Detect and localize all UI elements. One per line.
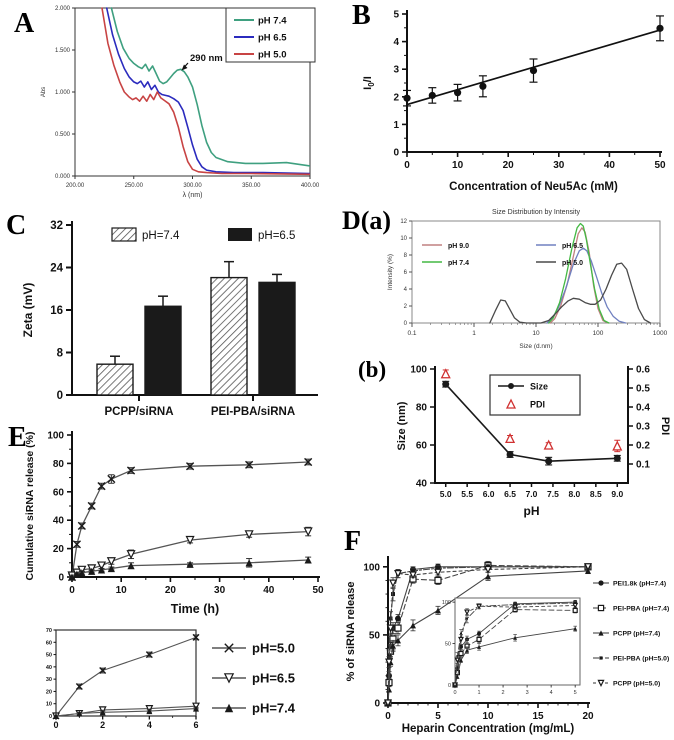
svg-text:Size (d.nm): Size (d.nm) — [519, 343, 553, 350]
svg-text:Heparin Concentration (mg/mL): Heparin Concentration (mg/mL) — [401, 723, 575, 735]
data-points — [403, 16, 664, 106]
svg-text:200.00: 200.00 — [65, 183, 85, 189]
svg-text:30: 30 — [553, 160, 565, 171]
svg-text:40: 40 — [52, 515, 64, 527]
svg-text:0: 0 — [53, 720, 59, 730]
svg-text:20: 20 — [45, 689, 52, 696]
svg-text:4: 4 — [549, 690, 553, 696]
svg-text:pH=6.5: pH=6.5 — [258, 230, 296, 242]
svg-text:pH=6.5: pH=6.5 — [252, 670, 295, 686]
neu5ac-calibration-chart — [340, 0, 674, 205]
svg-text:9.0: 9.0 — [611, 489, 624, 499]
svg-text:2.000: 2.000 — [54, 6, 70, 12]
panel-d-b-label: (b) — [358, 357, 387, 382]
svg-text:5: 5 — [393, 9, 399, 21]
uv-vis-spectra-chart — [0, 0, 340, 205]
svg-text:80: 80 — [415, 402, 427, 414]
svg-text:30: 30 — [214, 585, 226, 596]
size-pdi-vs-ph-chart — [340, 355, 674, 520]
panel-f-label: F — [344, 526, 362, 557]
svg-text:20: 20 — [502, 160, 514, 171]
svg-text:0.5: 0.5 — [636, 383, 650, 395]
svg-text:1.000: 1.000 — [54, 90, 70, 96]
svg-text:pH: pH — [523, 504, 540, 518]
svg-text:1: 1 — [472, 330, 476, 337]
svg-text:80: 80 — [52, 458, 64, 470]
bar-group-1 — [97, 296, 181, 395]
svg-text:20: 20 — [164, 585, 176, 596]
svg-text:24: 24 — [50, 262, 63, 275]
svg-text:0.6: 0.6 — [636, 364, 650, 376]
panel-d-label: D(a) — [342, 206, 392, 235]
svg-text:0: 0 — [453, 690, 457, 696]
svg-text:PEI-PBA (pH=7.4): PEI-PBA (pH=7.4) — [613, 605, 670, 613]
svg-text:Concentration of Neu5Ac (mM): Concentration of Neu5Ac (mM) — [449, 181, 618, 193]
svg-text:100: 100 — [441, 600, 451, 607]
svg-text:0.3: 0.3 — [636, 421, 650, 433]
svg-text:2: 2 — [100, 720, 106, 730]
svg-text:4: 4 — [393, 37, 399, 49]
svg-text:Time (h): Time (h) — [170, 602, 220, 616]
svg-text:12: 12 — [400, 219, 407, 225]
svg-text:0.4: 0.4 — [636, 402, 650, 414]
svg-text:70: 70 — [45, 628, 52, 634]
svg-text:10: 10 — [400, 236, 407, 242]
svg-text:8: 8 — [56, 347, 63, 360]
svg-text:100: 100 — [47, 430, 64, 442]
sirna-release-inset-legend — [0, 620, 340, 740]
svg-text:400.00: 400.00 — [300, 183, 320, 189]
svg-text:10: 10 — [45, 701, 52, 708]
panel-b-label: B — [352, 0, 371, 31]
zeta-potential-bar-chart — [0, 205, 340, 418]
svg-text:350.00: 350.00 — [242, 183, 261, 189]
svg-text:4: 4 — [403, 287, 407, 293]
svg-text:0.000: 0.000 — [54, 174, 70, 180]
svg-text:20: 20 — [582, 711, 594, 722]
panel-e-label: E — [8, 422, 27, 453]
svg-text:PCPP (pH=7.4): PCPP (pH=7.4) — [613, 630, 661, 638]
svg-text:6.0: 6.0 — [482, 489, 495, 499]
svg-text:250.00: 250.00 — [124, 183, 143, 189]
svg-text:0: 0 — [56, 390, 63, 402]
svg-text:50: 50 — [368, 630, 380, 642]
svg-text:8.5: 8.5 — [589, 489, 602, 499]
svg-text:1: 1 — [393, 119, 399, 131]
svg-text:PEI-PBA (pH=5.0): PEI-PBA (pH=5.0) — [613, 655, 670, 663]
svg-text:Intensity (%): Intensity (%) — [387, 253, 394, 291]
svg-text:2: 2 — [501, 690, 505, 696]
panel-a-label: A — [14, 8, 35, 39]
svg-text:pH 7.4: pH 7.4 — [448, 259, 470, 267]
svg-text:0: 0 — [58, 572, 64, 584]
svg-text:pH 6.5: pH 6.5 — [258, 32, 287, 44]
svg-text:10: 10 — [532, 330, 540, 337]
svg-text:6.5: 6.5 — [504, 489, 516, 499]
svg-text:8.0: 8.0 — [568, 489, 581, 499]
sirna-release-time-chart — [0, 415, 340, 620]
svg-text:pH 5.0: pH 5.0 — [562, 259, 584, 267]
svg-text:20: 20 — [52, 544, 64, 556]
svg-text:3: 3 — [393, 64, 399, 76]
svg-text:7.0: 7.0 — [525, 489, 538, 499]
svg-text:Size: Size — [530, 381, 549, 392]
svg-text:Size (nm): Size (nm) — [396, 401, 408, 451]
svg-text:0.1: 0.1 — [636, 459, 650, 471]
svg-text:100: 100 — [410, 364, 427, 376]
svg-text:8: 8 — [403, 253, 407, 259]
svg-text:7.5: 7.5 — [547, 489, 559, 499]
release-legend — [212, 641, 296, 716]
svg-text:pH 9.0: pH 9.0 — [448, 242, 470, 250]
svg-text:1.500: 1.500 — [54, 48, 70, 54]
svg-text:PEI-PBA/siRNA: PEI-PBA/siRNA — [210, 406, 296, 418]
svg-text:100: 100 — [592, 330, 604, 337]
svg-text:6: 6 — [193, 720, 199, 730]
svg-text:pH 6.5: pH 6.5 — [562, 242, 584, 250]
legend — [112, 228, 295, 242]
svg-text:6: 6 — [403, 270, 407, 276]
svg-text:0: 0 — [403, 321, 407, 327]
svg-text:0: 0 — [393, 147, 399, 159]
svg-text:5.0: 5.0 — [439, 489, 452, 499]
svg-text:PDI: PDI — [659, 416, 671, 436]
svg-text:290 nm: 290 nm — [190, 53, 223, 64]
svg-text:30: 30 — [45, 677, 52, 684]
svg-text:Zeta (mV): Zeta (mV) — [21, 282, 35, 338]
svg-text:0: 0 — [48, 714, 52, 720]
svg-text:40: 40 — [603, 160, 615, 171]
svg-text:pH 5.0: pH 5.0 — [258, 49, 287, 61]
svg-text:10: 10 — [115, 585, 127, 596]
legend — [226, 8, 315, 62]
svg-text:32: 32 — [50, 220, 63, 232]
svg-text:2: 2 — [403, 304, 407, 310]
svg-text:10: 10 — [452, 160, 464, 171]
svg-text:0: 0 — [404, 160, 410, 171]
svg-text:0: 0 — [447, 683, 451, 689]
svg-text:40: 40 — [263, 585, 275, 596]
svg-text:10: 10 — [482, 711, 494, 722]
bar-group-2 — [211, 262, 295, 395]
svg-text:5.5: 5.5 — [461, 489, 474, 499]
svg-text:50: 50 — [654, 160, 666, 171]
svg-text:50: 50 — [45, 652, 52, 659]
svg-text:Cumulative siRNA release (%): Cumulative siRNA release (%) — [24, 431, 36, 581]
svg-text:2: 2 — [393, 92, 399, 104]
svg-text:40: 40 — [45, 664, 52, 671]
svg-text:0.2: 0.2 — [636, 440, 650, 452]
svg-text:pH=7.4: pH=7.4 — [252, 700, 295, 716]
svg-text:5: 5 — [435, 711, 441, 722]
svg-text:0.1: 0.1 — [407, 330, 417, 337]
svg-text:% of siRNA release: % of siRNA release — [345, 581, 357, 682]
svg-text:4: 4 — [146, 720, 152, 730]
svg-text:50: 50 — [444, 641, 451, 648]
svg-text:300.00: 300.00 — [183, 183, 202, 189]
svg-text:0.500: 0.500 — [54, 132, 70, 138]
svg-text:PCPP (pH=5.0): PCPP (pH=5.0) — [613, 680, 661, 688]
svg-text:I0/I: $I_0/I$ — [362, 76, 376, 90]
svg-text:0: 0 — [385, 711, 391, 722]
svg-text:60: 60 — [415, 440, 427, 452]
heparin-release-chart — [340, 520, 674, 740]
size-distribution-chart — [340, 205, 674, 355]
svg-text:pH=5.0: pH=5.0 — [252, 640, 295, 656]
heparin-inset — [442, 598, 580, 696]
svg-text:3: 3 — [525, 690, 529, 696]
svg-text:0: 0 — [69, 585, 75, 596]
panel-c-label: C — [6, 210, 27, 241]
svg-text:16: 16 — [50, 305, 63, 317]
svg-text:100: 100 — [363, 562, 380, 574]
svg-text:λ (nm): λ (nm) — [182, 192, 203, 199]
svg-text:pH=7.4: pH=7.4 — [142, 230, 180, 242]
svg-text:60: 60 — [45, 640, 52, 647]
svg-text:5: 5 — [573, 690, 577, 696]
svg-text:Abs: Abs — [41, 86, 47, 98]
svg-text:PDI: PDI — [530, 399, 546, 410]
svg-text:40: 40 — [415, 478, 427, 490]
svg-text:PCPP/siRNA: PCPP/siRNA — [104, 406, 174, 418]
svg-text:1: 1 — [477, 690, 481, 696]
svg-text:50: 50 — [312, 585, 324, 596]
svg-text:pH 7.4: pH 7.4 — [258, 15, 287, 27]
svg-text:60: 60 — [52, 487, 64, 499]
svg-text:Size Distribution by Intensity: Size Distribution by Intensity — [492, 209, 580, 216]
svg-text:0: 0 — [374, 698, 380, 710]
legend — [593, 580, 669, 687]
svg-text:1000: 1000 — [652, 330, 668, 337]
legend — [490, 375, 580, 415]
svg-text:PEI1.8k (pH=7.4): PEI1.8k (pH=7.4) — [613, 580, 667, 588]
series-pH=6.5 — [68, 527, 311, 579]
svg-text:15: 15 — [532, 711, 544, 722]
